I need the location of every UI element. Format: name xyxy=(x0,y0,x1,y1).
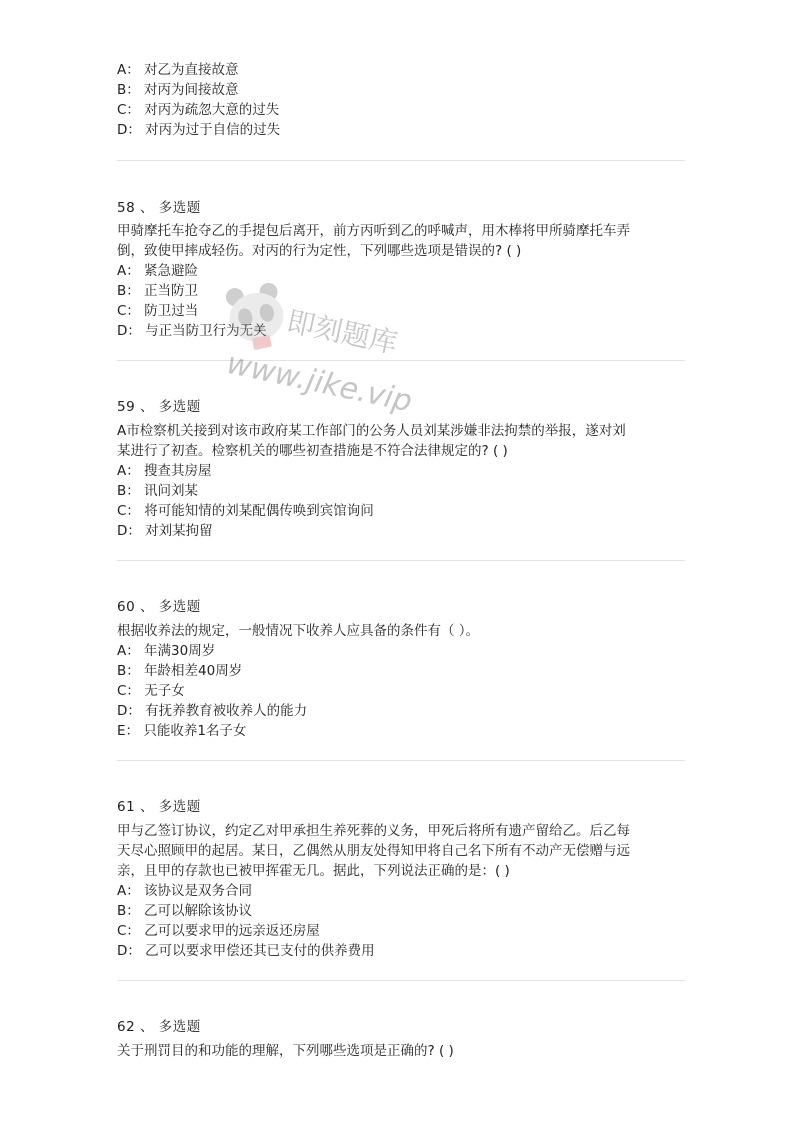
q61-stem-line-1: 甲与乙签订协议，约定乙对甲承担生养死葬的义务，甲死后将所有遗产留给乙。后乙每 xyxy=(117,823,630,839)
divider xyxy=(117,160,685,161)
q59-option-a: A： 搜查其房屋 xyxy=(117,463,212,479)
q61-option-b: B： 乙可以解除该协议 xyxy=(117,903,253,919)
q57-option-d: D： 对丙为过于自信的过失 xyxy=(117,122,281,138)
q61-option-a: A： 该协议是双务合同 xyxy=(117,883,253,899)
q61-stem-line-3: 亲，且甲的存款也已被甲挥霍无几。据此，下列说法正确的是：( ) xyxy=(117,863,510,879)
divider xyxy=(117,360,685,361)
q59-option-c: C： 将可能知情的刘某配偶传唤到宾馆询问 xyxy=(117,503,374,519)
q58-option-a: A： 紧急避险 xyxy=(117,263,199,279)
q57-option-c: C： 对丙为疏忽大意的过失 xyxy=(117,102,280,118)
watermark xyxy=(212,280,432,420)
q58-option-d: D： 与正当防卫行为无关 xyxy=(117,323,267,339)
panda-logo-icon xyxy=(212,280,432,420)
q61-option-d: D： 乙可以要求甲偿还其已支付的供养费用 xyxy=(117,943,375,959)
divider xyxy=(117,560,685,561)
q58-stem-line-2: 倒，致使甲摔成轻伤。对丙的行为定性，下列哪些选项是错误的? ( ) xyxy=(117,243,522,259)
q60-option-b: B： 年龄相差40周岁 xyxy=(117,663,243,679)
q60-stem-line-1: 根据收养法的规定，一般情况下收养人应具备的条件有（ ）。 xyxy=(117,623,480,639)
q57-option-a: A： 对乙为直接故意 xyxy=(117,62,239,78)
q62-stem-line-1: 关于刑罚目的和功能的理解，下列哪些选项是正确的? ( ) xyxy=(117,1043,454,1059)
watermark-brand: 即刻题库 xyxy=(283,304,401,361)
q57-option-b: B： 对丙为间接故意 xyxy=(117,82,239,98)
q59-stem-line-2: 某进行了初查。检察机关的哪些初查措施是不符合法律规定的? ( ) xyxy=(117,443,508,459)
q61-header: 61 、 多选题 xyxy=(117,799,201,815)
q58-stem-line-1: 甲骑摩托车抢夺乙的手提包后离开，前方丙听到乙的呼喊声，用木棒将甲所骑摩托车弄 xyxy=(117,223,630,239)
q58-option-c: C： 防卫过当 xyxy=(117,303,199,319)
q60-option-a: A： 年满30周岁 xyxy=(117,643,216,659)
q60-option-e: E： 只能收养1名子女 xyxy=(117,723,247,739)
q59-stem-line-1: A市检察机关接到对该市政府某工作部门的公务人员刘某涉嫌非法拘禁的举报，遂对刘 xyxy=(117,423,626,439)
q59-option-d: D： 对刘某拘留 xyxy=(117,523,213,539)
divider xyxy=(117,760,685,761)
q61-stem-line-2: 天尽心照顾甲的起居。某日，乙偶然从朋友处得知甲将自己名下所有不动产无偿赠与远 xyxy=(117,843,630,859)
q60-option-d: D： 有抚养教育被收养人的能力 xyxy=(117,703,308,719)
q59-option-b: B： 讯问刘某 xyxy=(117,483,199,499)
q60-header: 60 、 多选题 xyxy=(117,599,201,615)
watermark-url: www.jike.vip xyxy=(223,345,416,420)
divider xyxy=(117,980,685,981)
q61-option-c: C： 乙可以要求甲的远亲返还房屋 xyxy=(117,923,320,939)
q59-header: 59 、 多选题 xyxy=(117,399,201,415)
q58-option-b: B： 正当防卫 xyxy=(117,283,199,299)
q58-header: 58 、 多选题 xyxy=(117,200,201,216)
q60-option-c: C： 无子女 xyxy=(117,683,185,699)
q62-header: 62 、 多选题 xyxy=(117,1019,201,1035)
